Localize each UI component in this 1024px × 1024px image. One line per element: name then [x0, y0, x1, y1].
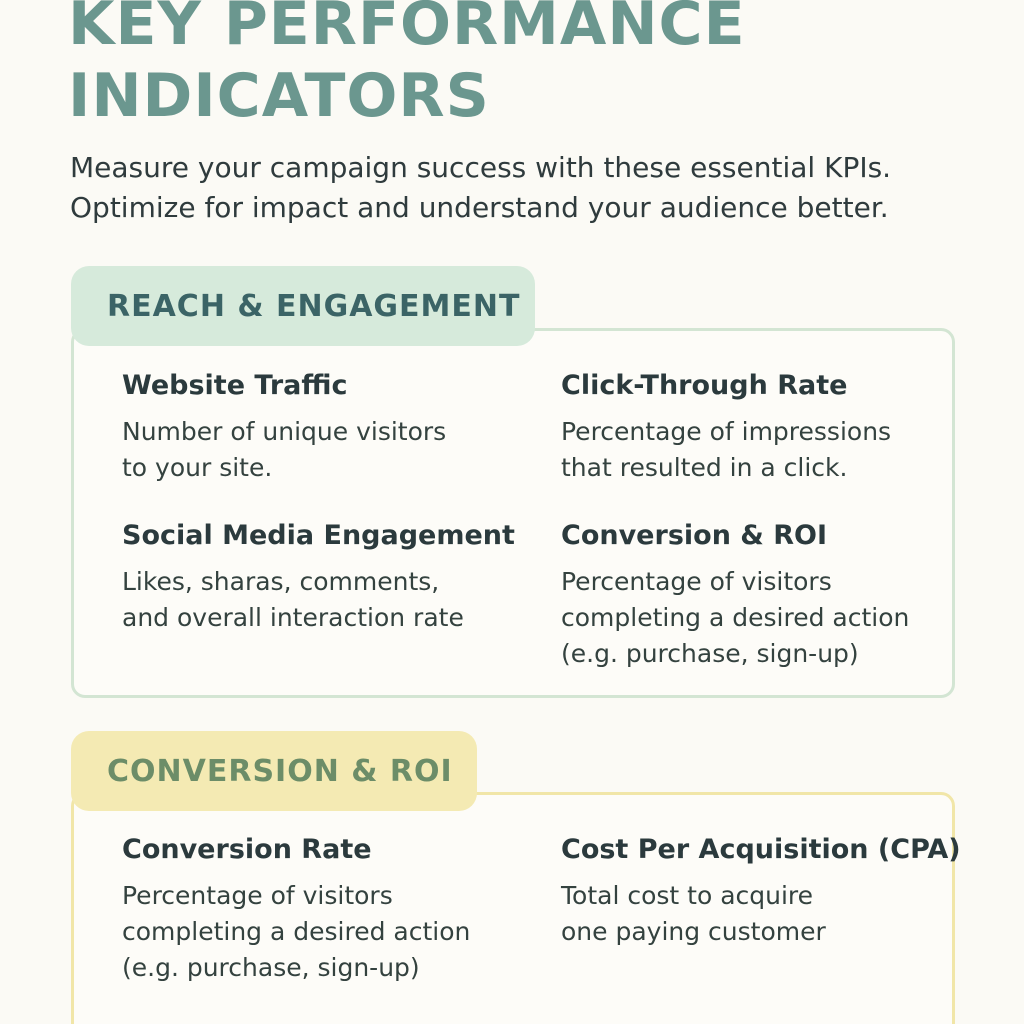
kpi-website-traffic [122, 368, 512, 486]
kpi-title: Conversion & ROI [561, 520, 828, 551]
kpi-title: Social Media Engagement [122, 520, 515, 551]
kpi-title: Cost Per Acquisition (CPA) [561, 834, 961, 865]
kpi-description: Percentage of impressions that resulted in a click. [561, 417, 892, 482]
kpi-title: Conversion Rate [122, 834, 372, 865]
page-subtitle: Measure your campaign success with these essential KPIs. Optimize for impact and understand your audience better. [70, 151, 892, 224]
kpi-conversion-roi [561, 518, 951, 672]
kpi-description: Percentage of visitors completing a desired action (e.g. purchase, sign-up) [561, 567, 910, 668]
page-title: KEY PERFORMANCE INDICATORS [68, 0, 746, 131]
kpi-description: Total cost to acquire one paying customer [561, 881, 826, 946]
kpi-click-through-rate [561, 368, 951, 486]
reach-engagement-header: REACH & ENGAGEMENT [71, 266, 535, 346]
kpi-cost-per-acquisition [561, 832, 961, 950]
kpi-title: Website Traffic [122, 370, 348, 401]
kpi-description: Number of unique visitors to your site. [122, 417, 447, 482]
kpi-conversion-rate [122, 832, 512, 986]
conversion-roi-header: CONVERSION & ROI [71, 731, 477, 811]
kpi-description: Percentage of visitors completing a desired action (e.g. purchase, sign-up) [122, 881, 471, 982]
kpi-title: Click-Through Rate [561, 370, 848, 401]
kpi-description: Likes, sharas, comments, and overall interaction rate [122, 567, 464, 632]
kpi-social-media-engagement [122, 518, 515, 636]
